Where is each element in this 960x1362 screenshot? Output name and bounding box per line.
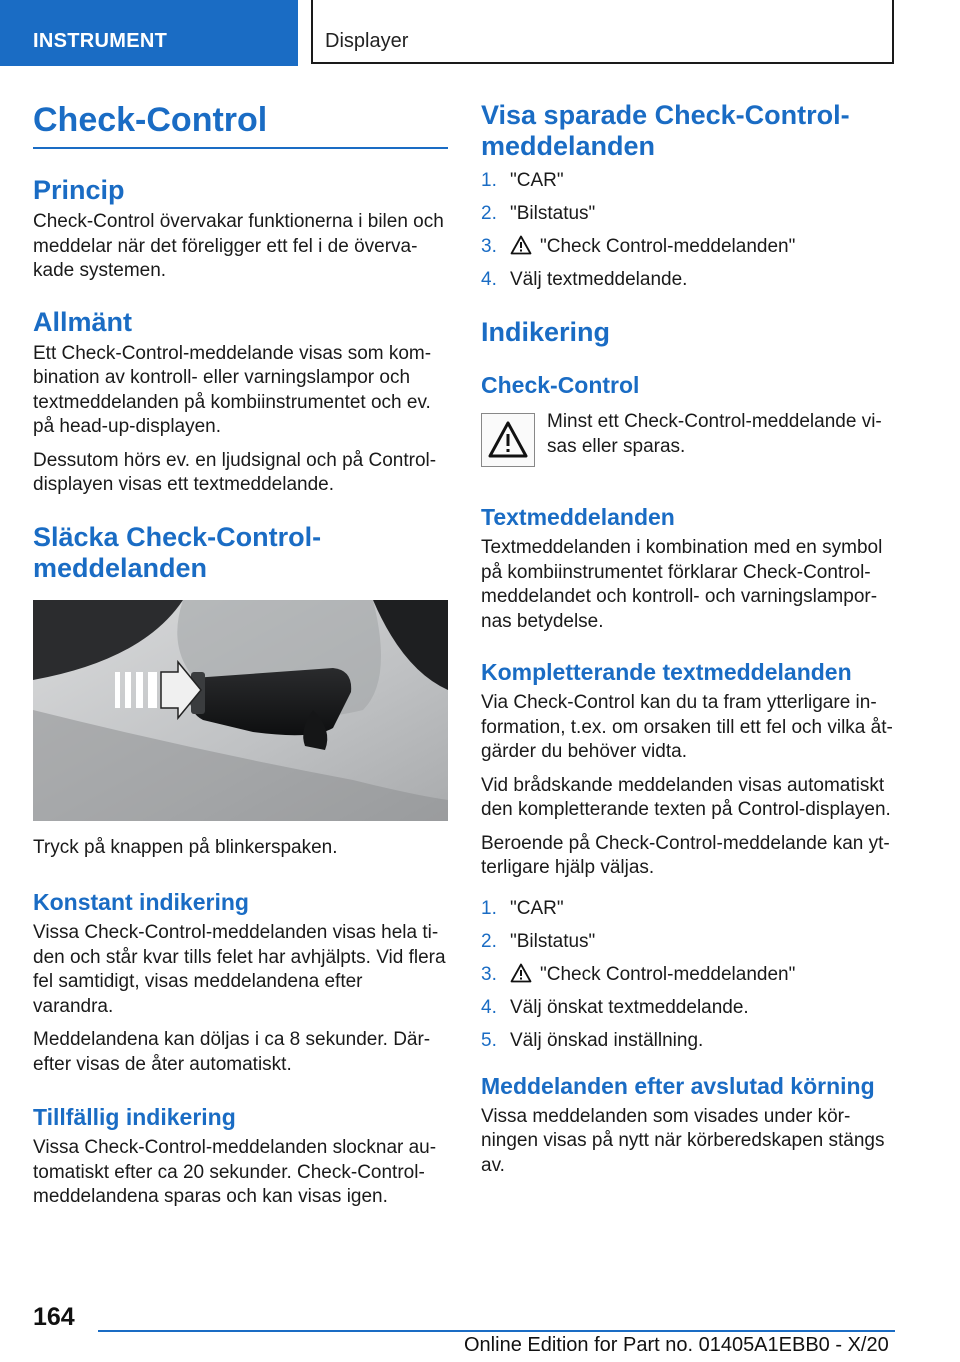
- heading-line: meddelanden: [481, 131, 656, 161]
- text-line: Textmeddelanden i kombination med en symbol: [481, 537, 883, 558]
- step-number: 1.: [481, 170, 497, 191]
- text-line: Check-Control övervakar funktionerna i bilen och: [33, 211, 444, 232]
- step-number: 4.: [481, 996, 497, 1018]
- heading-kompletterande: Kompletterande textmeddelanden: [481, 659, 852, 685]
- warning-triangle-icon: [510, 963, 532, 983]
- page-title: Check-Control: [33, 101, 268, 139]
- lever-illustration: [33, 600, 448, 821]
- paragraph-efter-korning: [481, 1105, 899, 1179]
- step-text: "CAR": [510, 897, 564, 919]
- list-item: [481, 1029, 899, 1062]
- text-line: Vid brådskande meddelanden visas automatiskt: [481, 774, 885, 796]
- text-line: ningen visas på nytt när körberedskapen stängs: [481, 1130, 885, 1151]
- step-text: "Check Control-meddelanden": [540, 963, 796, 985]
- paragraph-allmant-2: [33, 449, 448, 498]
- text-line: Beroende på Check-Control-meddelande kan yt-: [481, 832, 890, 854]
- paragraph-kompletterande-3: [481, 832, 899, 881]
- right-column: [481, 100, 899, 1178]
- text-line: tomatiskt efter ca 20 sekunder. Check-Control-: [33, 1161, 425, 1183]
- paragraph-kompletterande-2: [481, 774, 899, 823]
- text-line: terligare hjälp väljas.: [481, 857, 655, 878]
- paragraph-textmeddelanden: [481, 536, 899, 634]
- step-number: 2.: [481, 930, 497, 952]
- step-number: 1.: [481, 897, 497, 919]
- heading-visa-sparade: [481, 100, 899, 162]
- step-text: "CAR": [510, 170, 564, 191]
- step-number: 3.: [481, 236, 497, 257]
- heading-line: Släcka Check-Control-: [33, 521, 322, 552]
- text-line: bination av kontroll- eller varningslampor och: [33, 367, 411, 388]
- text-line: Ett Check-Control-meddelande visas som kom-: [33, 342, 432, 364]
- text-line: på kombiinstrumentet förklarar Check-Control-: [481, 561, 871, 583]
- list-item: [481, 268, 899, 301]
- list-item: [481, 169, 899, 202]
- heading-konstant: Konstant indikering: [33, 889, 249, 915]
- text-line: Meddelandena kan döljas i ca 8 sekunder. Där-: [33, 1029, 431, 1050]
- heading-check-control: Check-Control: [481, 372, 640, 398]
- text-line: Minst ett Check-Control-meddelande vi-: [547, 411, 882, 432]
- text-line: displayen visas ett textmeddelande.: [33, 474, 335, 495]
- text-line: Vissa Check-Control-meddelanden slocknar au-: [33, 1137, 437, 1158]
- step-number: 2.: [481, 203, 497, 224]
- footer-rule: [98, 1330, 895, 1332]
- text-line: gärder du behöver vidta.: [481, 741, 687, 762]
- text-line: fel samtidigt, visas meddelandena efter varandra.: [33, 971, 363, 1017]
- text-line: på head-up-displayen.: [33, 416, 222, 437]
- step-number: 3.: [481, 963, 497, 985]
- heading-efter-korning: Meddelanden efter avslutad körning: [481, 1072, 875, 1099]
- text-line: Vissa Check-Control-meddelanden visas hela ti-: [33, 922, 439, 943]
- step-text: Välj önskat textmeddelande.: [510, 996, 749, 1018]
- text-line: Dessutom hörs ev. en ljudsignal och på Control-: [33, 449, 437, 471]
- step-text: "Bilstatus": [510, 930, 596, 952]
- step-text: Välj önskad inställning.: [510, 1029, 704, 1051]
- list-item: [481, 996, 899, 1029]
- chapter-tab: [311, 0, 894, 64]
- visa-steps-list: [481, 169, 899, 301]
- heading-allmant: Allmänt: [33, 306, 133, 337]
- list-item: [481, 897, 899, 930]
- text-line: den kompletterande texten på Control-displayen.: [481, 799, 891, 820]
- check-control-indicator: [481, 413, 899, 493]
- warning-triangle-icon: [510, 235, 532, 255]
- heading-slacka: [33, 522, 448, 584]
- paragraph-konstant-2: [33, 1028, 448, 1077]
- image-caption: Tryck på knappen på blinkerspaken.: [33, 836, 338, 858]
- list-item: [481, 202, 899, 235]
- edition-note: Online Edition for Part no. 01405A1EBB0 - X/20: [464, 1334, 889, 1356]
- step-number: 4.: [481, 269, 497, 290]
- text-line: sas eller sparas.: [547, 435, 686, 457]
- paragraph-allmant-1: [33, 342, 448, 440]
- list-item: [481, 235, 899, 268]
- title-rule: [33, 147, 448, 149]
- paragraph-princip: [33, 210, 448, 284]
- heading-indikering: Indikering: [481, 317, 611, 347]
- heading-princip: Princip: [33, 175, 125, 205]
- step-text: "Check Control-meddelanden": [540, 236, 796, 257]
- step-text: Välj textmeddelande.: [510, 269, 688, 290]
- text-line: Vissa meddelanden som visades under kör-: [481, 1105, 851, 1127]
- heading-line: Visa sparade Check-Control-: [481, 100, 850, 130]
- paragraph-konstant-1: [33, 921, 448, 1019]
- chapter-label: Displayer: [325, 30, 409, 52]
- text-line: meddelandena sparas och kan visas igen.: [33, 1186, 388, 1207]
- paragraph-tillfallig: [33, 1136, 448, 1210]
- kompletterande-steps-list: [481, 897, 899, 1062]
- paragraph-kompletterande-1: [481, 691, 899, 765]
- step-text: "Bilstatus": [510, 203, 596, 224]
- indicator-frame: [481, 413, 535, 467]
- heading-line: meddelanden: [33, 552, 208, 583]
- page-number: 164: [33, 1303, 75, 1331]
- text-line: kade systemen.: [33, 260, 167, 281]
- text-line: formation, t.ex. om orsaken till ett fel och vilka åt-: [481, 716, 893, 738]
- text-line: den och står kvar tills felet har avhjälpts. Vid flera: [33, 946, 446, 968]
- section-label: INSTRUMENT: [33, 30, 168, 52]
- warning-triangle-icon: [482, 414, 534, 466]
- step-number: 5.: [481, 1029, 497, 1051]
- text-line: textmeddelanden på kombiinstrumentet och ev.: [33, 391, 431, 413]
- list-item: [481, 963, 899, 996]
- text-line: Via Check-Control kan du ta fram ytterligare in-: [481, 692, 877, 713]
- section-tab: [0, 0, 298, 66]
- text-line: nas betydelse.: [481, 610, 604, 632]
- heading-textmeddelanden: Textmeddelanden: [481, 504, 675, 530]
- left-column: [33, 100, 448, 1210]
- text-line: av.: [481, 1154, 505, 1176]
- text-line: meddelandet och kontroll- och varningslampor-: [481, 586, 878, 607]
- text-line: meddelar när det föreligger ett fel i de överva-: [33, 235, 418, 257]
- turn-signal-lever-photo: [33, 600, 448, 821]
- paragraph-check-control: [547, 410, 899, 459]
- heading-tillfallig: Tillfällig indikering: [33, 1104, 236, 1130]
- list-item: [481, 930, 899, 963]
- text-line: efter visas de åter automatiskt.: [33, 1053, 292, 1075]
